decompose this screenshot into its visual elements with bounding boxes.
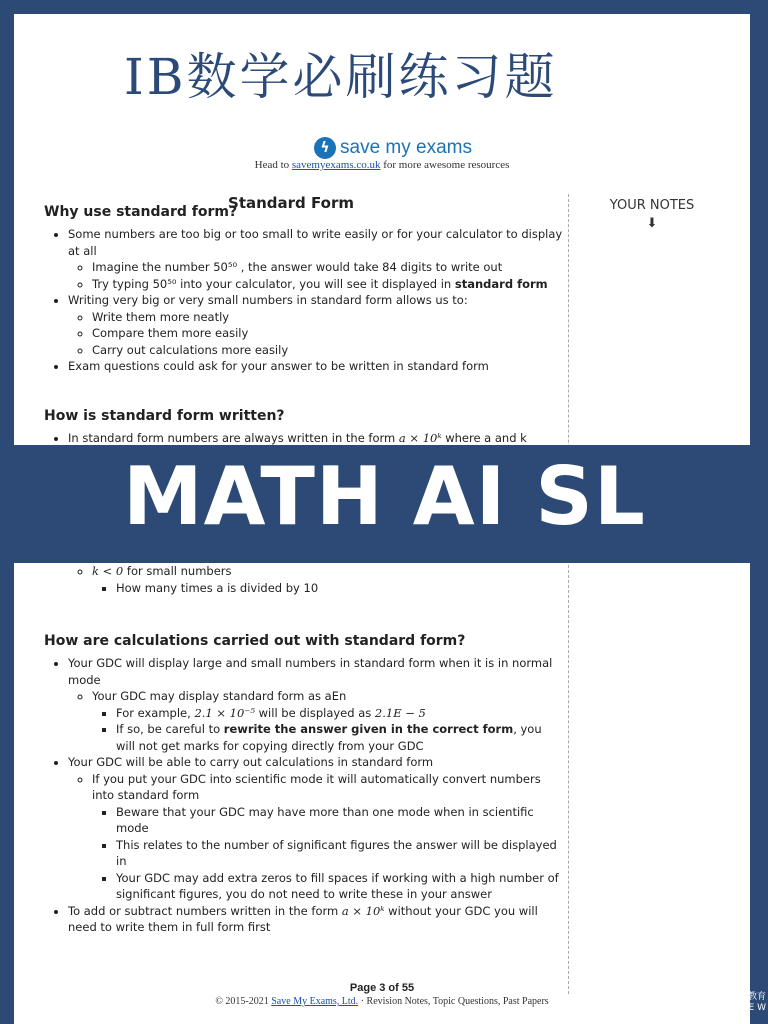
your-notes-column xyxy=(602,197,702,232)
list-item: • Your GDC will be able to carry out calculations in standard form ◦ If you put your GDC into scientific mode it will automatically convert numbers into standard form ▪ Beware that your GDC may have more than one mode when in scientific mode ▪ This relates to the number of significant figures the answer will be displayed in ▪ Your GDC may add extra zeros to fill spaces if working with a high number of significant figures, you do not need to write these in your answer xyxy=(68,754,564,903)
list-item: ▪ Your GDC may add extra zeros to fill spaces if working with a high number of significant figures, you do not need to write these in your answer xyxy=(116,870,564,903)
section-how-written-continued xyxy=(44,563,564,596)
list-item: ◦ Your GDC may display standard form as aEn ▪ For example, 2.1 × 10⁻⁵ will be displayed as 2.1E − 5 ▪ If so, be careful to rewrite the answer given in the correct form, you will not get marks for copying directly from your GDC xyxy=(92,688,564,754)
list-item: • Your GDC will display large and small numbers in standard form when it is in normal mode ◦ Your GDC may display standard form as aEn ▪ For example, 2.1 × 10⁻⁵ will be displayed as 2.1E − 5 ▪ If so, be careful to rewrite the answer given in the correct form, you will not get marks for copying directly from your GDC xyxy=(68,655,564,754)
lightning-icon: ϟ xyxy=(314,137,336,159)
list-item: ▪ If so, be careful to rewrite the answer given in the correct form, you will not get marks for copying directly from your GDC xyxy=(116,721,564,754)
down-arrow-icon: ⬇ xyxy=(646,215,658,231)
list-item: ◦ Try typing 50⁵⁰ into your calculator, you will see it displayed in standard form xyxy=(92,276,564,293)
list-item: ▪ For example, 2.1 × 10⁻⁵ will be displayed as 2.1E − 5 xyxy=(116,705,564,722)
list-item: ▪ How many times a is divided by 10 xyxy=(116,580,564,597)
list-item: • Exam questions could ask for your answer to be written in standard form xyxy=(68,358,564,375)
resource-headline: Head to savemyexams.co.uk for more awesome resources xyxy=(254,159,510,171)
promo-banner xyxy=(0,445,768,563)
page-number: Page 3 of 55 xyxy=(349,982,415,994)
document-title: Standard Form xyxy=(228,194,354,212)
watermark-fragment: 教育 E W xyxy=(747,992,766,1013)
copyright-link[interactable]: Save My Exams, Ltd. xyxy=(271,996,359,1007)
your-notes-label: YOUR NOTES xyxy=(609,198,695,213)
list-item: • Some numbers are too big or too small to write easily or for your calculator to display at all ◦ Imagine the number 50⁵⁰ , the answer would take 84 digits to write out ◦ Try typing 50⁵⁰ into your calculator, you will see it displayed in standard form xyxy=(68,226,564,292)
list-item: ◦ Carry out calculations more easily xyxy=(92,342,564,359)
site-link[interactable]: savemyexams.co.uk xyxy=(291,159,381,171)
logo-text: save my exams xyxy=(340,137,472,158)
section-heading: Why use standard form? xyxy=(44,204,238,220)
banner-title: MATH AI SL xyxy=(123,450,646,543)
list-item: ▪ Beware that your GDC may have more than one mode when in scientific mode xyxy=(116,804,564,837)
copyright-line: © 2015-2021 Save My Exams, Ltd. · Revision Notes, Topic Questions, Past Papers xyxy=(215,996,549,1007)
list-item: ◦ Write them more neatly xyxy=(92,309,564,326)
list-item: ◦ If you put your GDC into scientific mode it will automatically convert numbers into standard form ▪ Beware that your GDC may have more than one mode when in scientific mode ▪ This relates to the number of significant figures the answer will be displayed in ▪ Your GDC may add extra zeros to fill spaces if working with a high number of significant figures, you do not need to write these in your answer xyxy=(92,771,564,903)
list-item: ◦ Compare them more easily xyxy=(92,325,564,342)
list-item: ◦ Imagine the number 50⁵⁰ , the answer would take 84 digits to write out xyxy=(92,259,564,276)
list-item: • In standard form numbers are always written in the form a × 10ᵏ where a and k xyxy=(68,430,564,447)
promo-title: IB数学必刷练习题 xyxy=(124,48,558,106)
save-my-exams-logo[interactable] xyxy=(314,134,472,162)
section-heading: How are calculations carried out with standard form? xyxy=(44,633,466,649)
list-item: • Writing very big or very small numbers in standard form allows us to: ◦ Write them more neatly ◦ Compare them more easily ◦ Carry out calculations more easily xyxy=(68,292,564,358)
section-heading: How is standard form written? xyxy=(44,408,285,424)
list-item: • To add or subtract numbers written in the form a × 10ᵏ without your GDC you will need to write them in full form first xyxy=(68,903,564,936)
notes-divider xyxy=(568,194,569,994)
list-item: ◦ k < 0 for small numbers ▪ How many times a is divided by 10 xyxy=(92,563,564,596)
section-how-written xyxy=(44,408,564,447)
list-item: ▪ This relates to the number of significant figures the answer will be displayed in xyxy=(116,837,564,870)
section-calculations xyxy=(44,633,564,936)
section-why-standard-form xyxy=(44,204,564,375)
